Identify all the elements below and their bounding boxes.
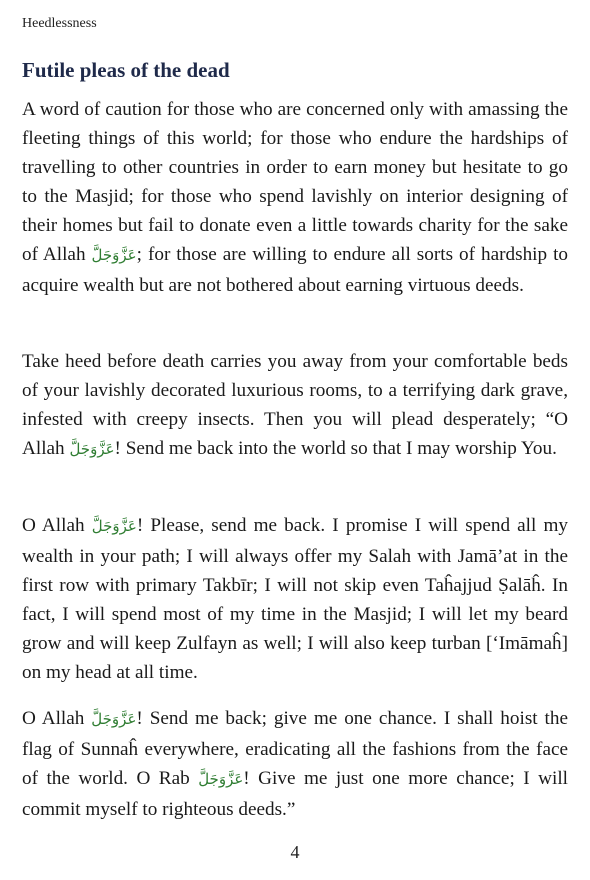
paragraph-1 <box>22 95 568 300</box>
honorific-text: عَزَّوَجَلَّ <box>91 712 137 728</box>
page-number: 4 <box>290 842 300 862</box>
paragraph-text: ; for those are willing to endure all sorts of hardship to acquire wealth but are not bothered about earning virtuous deeds. <box>22 244 568 296</box>
running-header: Heedlessness <box>22 16 97 31</box>
honorific-text: عَزَّوَجَلَّ <box>198 772 244 788</box>
honorific-text: عَزَّوَجَلَّ <box>91 248 137 264</box>
honorific-text: عَزَّوَجَلَّ <box>91 519 137 535</box>
paragraph-text: A word of caution for those who are concerned only with amassing the fleeting things of this world; for those who endure the hardships of travelling to other countries in order to earn money but hesitate to go to the Masjid; for those who spend lavishly on interior designing of their homes but fail to donate even a little towards charity for the sake of Allah <box>22 99 568 265</box>
paragraph-text: Take heed before death carries you away from your comfortable beds of your lavishly decorated luxurious rooms, to a terrifying dark grave, infested with creepy insects. Then you will plead desperately; “O Allah <box>22 351 568 459</box>
honorific-text: عَزَّوَجَلَّ <box>69 442 115 458</box>
paragraph-2 <box>22 347 568 465</box>
paragraph-text: O Allah <box>22 515 92 536</box>
paragraph-4 <box>22 704 568 824</box>
paragraph-text: ! Send me back into the world so that I may worship You. <box>114 438 557 459</box>
paragraph-text: ! Please, send me back. I promise I will spend all my wealth in your path; I will always offer my Salah with Jamā’at in the first row with primary Takbīr; I will not skip even Taĥajjud Ṣalāĥ. In fact, I will spend most of my time in the Masjid; I will let my beard grow and will keep Zulfayn as well; I will also keep turban [‘Imāmaĥ] on my head at all time. <box>22 515 568 683</box>
paragraph-text: ! Send me back; give me one chance. I shall hoist the flag of Sunnaĥ everywhere, eradicating all the fashions from the face of the world. O Rab <box>22 708 568 789</box>
paragraph-3 <box>22 511 568 687</box>
paragraph-text: O Allah <box>22 708 92 729</box>
paragraph-text: ! Give me just one more chance; I will commit myself to righteous deeds.” <box>22 768 568 820</box>
section-title: Futile pleas of the dead <box>22 58 230 82</box>
